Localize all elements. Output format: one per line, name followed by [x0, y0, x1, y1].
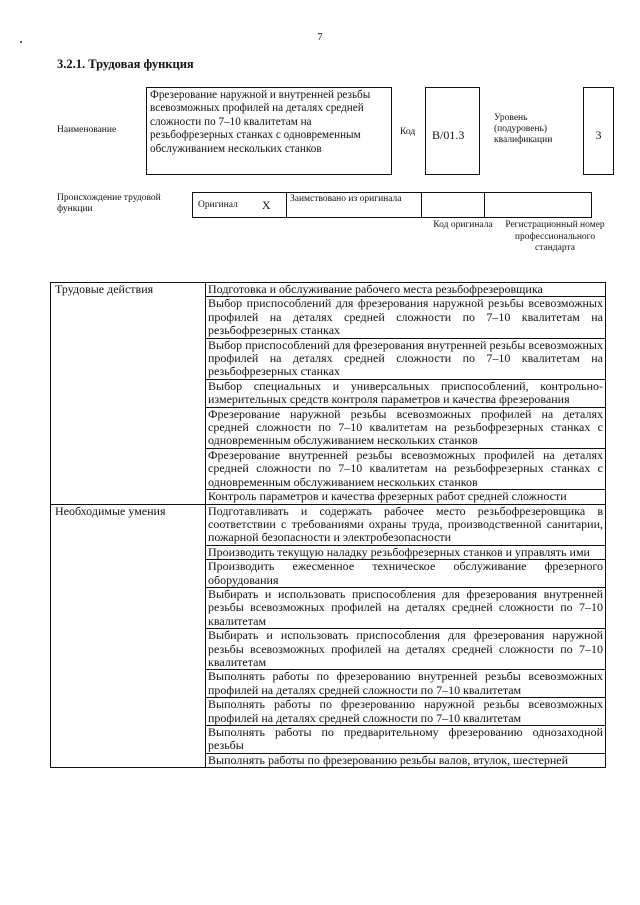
table-cell: Выбор специальных и универсальных приспособлений, контрольно-измерительных средств контроля параметров и качества фрезерования	[206, 379, 606, 407]
section-title-cell: Трудовые действия	[51, 283, 206, 505]
code-label: Код	[400, 127, 416, 137]
qualification-level-box: 3	[583, 87, 614, 175]
original-mark: X	[261, 197, 271, 212]
section-title: 3.2.1. Трудовая функция	[57, 57, 194, 71]
labor-function-table	[50, 282, 606, 768]
scan-dot	[20, 41, 22, 43]
table-cell: Производить ежесменное техническое обслуживание фрезерного оборудования	[206, 560, 606, 588]
table-cell: Подготовка и обслуживание рабочего места резьбофрезеровщика	[206, 283, 606, 297]
section-title-cell: Необходимые умения	[51, 504, 206, 768]
table-cell: Выполнять работы по предварительному фрезерованию однозаходной резьбы	[206, 726, 606, 754]
table-cell: Выполнять работы по фрезерованию наружной резьбы всевозможных профилей на деталях средней сложности по 7–10 квалитетам	[206, 698, 606, 726]
table-row	[51, 283, 606, 297]
table-cell: Фрезерование внутренней резьбы всевозможных профилей на деталях средней сложности по 7–10 квалитетам на резьбофрезерных станках с одновременным обслуживанием нескольких станков	[206, 448, 606, 489]
table-cell: Выбор приспособлений для фрезерования наружной резьбы всевозможных профилей на деталях средней сложности по 7–10 квалитетам на резьбофрезерных станках	[206, 297, 606, 338]
table-cell: Выполнять работы по фрезерованию внутренней резьбы всевозможных профилей на деталях средней сложности по 7–10 квалитетам	[206, 670, 606, 698]
reg-number-cell	[484, 192, 592, 218]
table-cell: Выполнять работы по фрезерованию резьбы валов, втулок, шестерней	[206, 753, 606, 767]
table-cell: Производить текущую наладку резьбофрезерных станков и управлять ими	[206, 545, 606, 559]
name-label: Наименование	[57, 125, 117, 135]
table-cell: Подготавливать и содержать рабочее место резьбофрезеровщика в соответствии с требованиями охраны труда, производственной санитарии, пожарной безопасности и электробезопасности	[206, 504, 606, 545]
table-cell: Выбор приспособлений для фрезерования внутренней резьбы всевозможных профилей на деталях средней сложности по 7–10 квалитетам на резьбофрезерных станках	[206, 338, 606, 379]
original-code-label: Код оригинала	[433, 220, 493, 230]
function-name-box: Фрезерование наружной и внутренней резьбы всевозможных профилей на деталях средней сложности по 7–10 квалитетам на резьбофрезерных станках с одновременным обслуживанием нескольких станков	[146, 87, 392, 175]
function-code-box: B/01.3	[425, 87, 480, 175]
origin-label: Происхождение трудовой функции	[57, 193, 161, 214]
page-number: 7	[317, 31, 323, 43]
reg-number-label: Регистрационный номер профессионального стандарта	[505, 220, 605, 253]
table-row	[51, 504, 606, 545]
table-cell: Фрезерование наружной резьбы всевозможных профилей на деталях средней сложности по 7–10 квалитетам на резьбофрезерных станках с одновременным обслуживанием нескольких станков	[206, 407, 606, 448]
origin-original-cell	[192, 192, 287, 218]
table-cell: Выбирать и использовать приспособления для фрезерования наружной резьбы всевозможных профилей на деталях средней сложности по 7–10 квалитетам	[206, 629, 606, 670]
origin-row	[193, 192, 592, 218]
table-cell: Контроль параметров и качества фрезерных работ средней сложности	[206, 490, 606, 504]
level-label: Уровень (подуровень) квалификации	[494, 113, 553, 145]
original-code-cell	[421, 192, 485, 218]
original-label: Оригинал	[198, 199, 238, 210]
borrowed-cell: Заимствовано из оригинала	[286, 192, 422, 218]
table-cell: Выбирать и использовать приспособления для фрезерования внутренней резьбы всевозможных профилей на деталях средней сложности по 7–10 квалитетам	[206, 587, 606, 628]
